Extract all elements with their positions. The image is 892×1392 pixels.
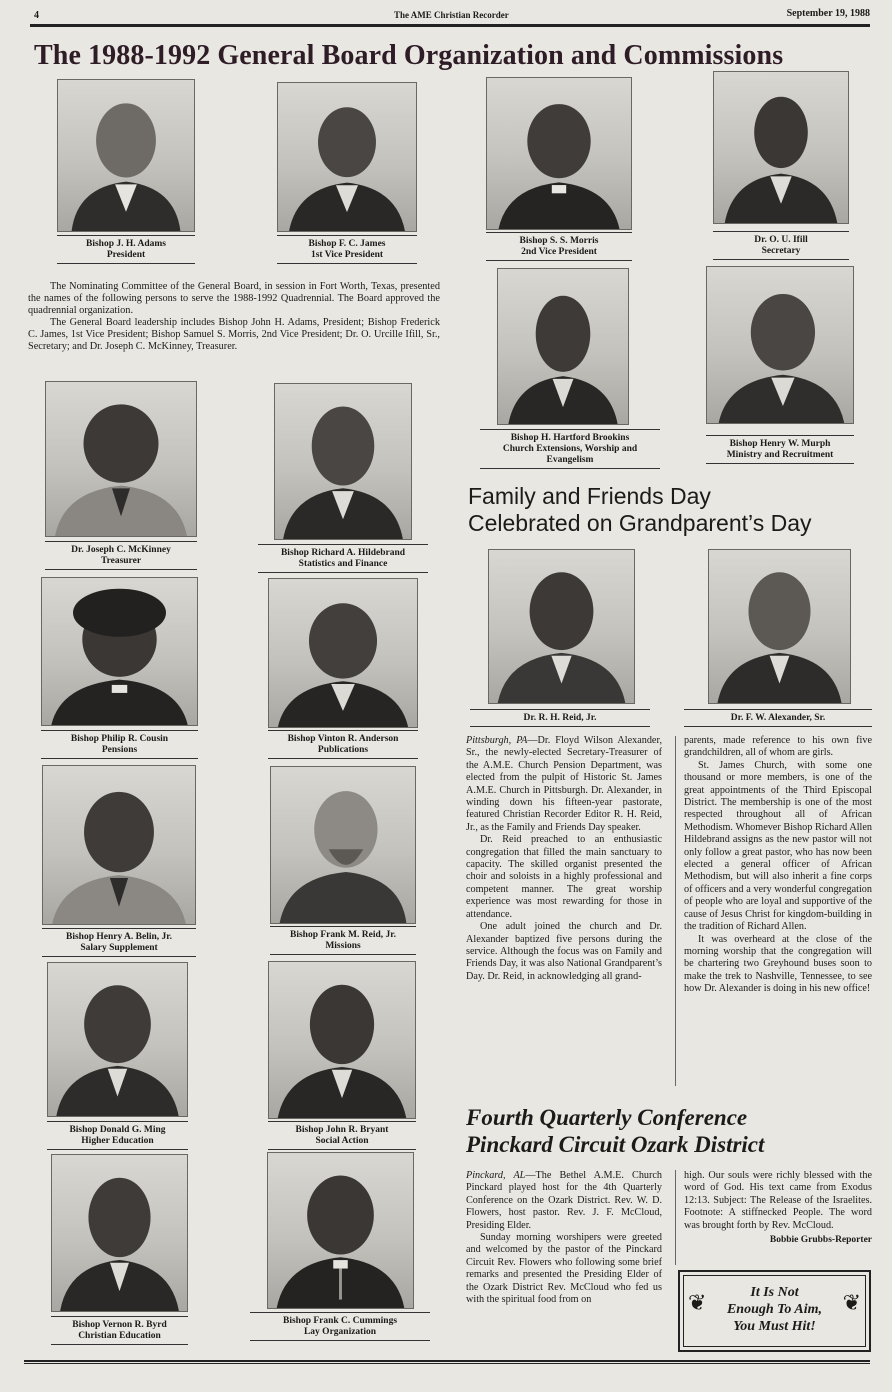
portrait-name: Bishop Frank M. Reid, Jr.: [289, 930, 396, 940]
quote-box: [678, 1270, 871, 1352]
portrait-name: Bishop Donald G. Ming: [69, 1125, 166, 1135]
portrait-photo: [57, 79, 195, 232]
portrait-photo: [42, 765, 196, 925]
portrait-name: Dr. R. H. Reid, Jr.: [523, 713, 597, 723]
family-article-col1: [466, 735, 662, 983]
portrait-name: Bishop S. S. Morris: [519, 236, 599, 246]
intro-paragraphs: [28, 281, 440, 353]
issue-date: September 19, 1988: [786, 8, 870, 19]
portrait-caption: [270, 926, 416, 955]
column-divider: [675, 1170, 676, 1265]
fourth-quarterly-title-line1: Fourth Quarterly Conference: [466, 1105, 748, 1130]
portrait-photo: [51, 1154, 188, 1312]
portrait-role: Pensions: [101, 745, 138, 755]
portrait-photo: [708, 549, 851, 704]
portrait-name: Bishop Vinton R. Anderson: [287, 734, 399, 744]
portrait-role: Salary Supplement: [80, 943, 158, 953]
portrait-photo: [268, 578, 418, 728]
portrait-caption: [277, 235, 417, 264]
family-paragraph: It was overheard at the close of the morning worship that the congregation will be chartering two Greyhound buses soon to make the trek to Nashville, Tennessee, to see how Dr. Alexander is doing in his new office!: [684, 933, 872, 995]
portrait-photo: [45, 381, 197, 537]
portrait-role: Social Action: [315, 1136, 369, 1146]
page-headline: The 1988-1992 General Board Organization and Commissions: [34, 40, 784, 71]
publication-name: The AME Christian Recorder: [394, 10, 509, 20]
fourth-quarterly-col2: [684, 1170, 872, 1246]
column-divider: [675, 736, 676, 1086]
portrait-role: Ministry and Recruitment: [726, 450, 834, 460]
portrait-name: Bishop Frank C. Cummings: [282, 1316, 398, 1326]
portrait-role: Missions: [325, 941, 361, 951]
header-rule: [30, 24, 870, 27]
portrait-caption: [480, 429, 660, 469]
portrait-role: Higher Education: [81, 1136, 154, 1146]
portrait-photo: [713, 71, 849, 224]
page-number: 4: [34, 10, 39, 21]
portrait-name: Dr. Joseph C. McKinney: [71, 545, 171, 555]
fourth-quarterly-title-line2: Pinckard Circuit Ozark District: [466, 1132, 765, 1157]
portrait-caption: [250, 1312, 430, 1341]
quote-line: It Is Not: [750, 1285, 799, 1300]
family-paragraph: One adult joined the church and Dr. Alexander baptized five persons during the service. Although the focus was on Family and Friends Day, it was also National Grandparent’s Day. Dr. Reid, in acknowledging all grand-: [466, 921, 662, 982]
ornament-icon: ❦: [688, 1290, 707, 1315]
family-paragraph: parents, made reference to his own five grandchildren, all of whom are girls.: [684, 735, 872, 759]
portrait-role: Statistics and Finance: [298, 559, 388, 569]
portrait-name: Dr. F. W. Alexander, Sr.: [730, 713, 826, 723]
portrait-photo: [268, 961, 416, 1119]
portrait-name: Bishop Henry A. Belin, Jr.: [65, 932, 173, 942]
fourth-quarterly-paragraph: —The Bethel A.M.E. Church Pinckard played host for the 4th Quarterly Conference on the Ozark District. Rev. W. D. Flowers, host pastor. Rev. J. F. McCloud, Presiding Elder.: [466, 1170, 663, 1231]
intro-paragraph: The Nominating Committee of the General Board, in session in Fort Worth, Texas, presented the names of the following persons to serve the 1988-1992 Quadrennial. The Board approved the quadrennial organization.: [28, 281, 440, 316]
portrait-role: 2nd Vice President: [521, 247, 597, 257]
footer-rule: [24, 1360, 870, 1364]
portrait-role: 1st Vice President: [310, 250, 384, 260]
portrait-caption: [42, 928, 196, 957]
portrait-role: Christian Education: [78, 1331, 161, 1341]
portrait-photo: [41, 577, 198, 726]
quote-line: You Must Hit!: [733, 1319, 816, 1334]
reporter-byline: Bobbie Grubbs-Reporter: [769, 1235, 872, 1246]
portrait-caption: [470, 709, 650, 727]
portrait-photo: [706, 266, 854, 424]
portrait-name: Bishop Vernon R. Byrd: [72, 1320, 167, 1330]
family-dateline: Pittsburgh, PA: [466, 735, 528, 746]
quote-box-inner: [683, 1275, 866, 1347]
family-article-col2: [684, 735, 872, 996]
portrait-role: Lay Organization: [303, 1327, 377, 1337]
portrait-name: Bishop Henry W. Murph: [729, 439, 831, 449]
family-title-line2: Celebrated on Grandparent’s Day: [468, 510, 812, 536]
portrait-name: Dr. O. U. Ifill: [754, 235, 808, 245]
portrait-photo: [267, 1152, 414, 1309]
fourth-quarterly-title: [466, 1104, 876, 1158]
portrait-name: Bishop J. H. Adams: [86, 239, 166, 249]
portrait-caption: [713, 231, 849, 260]
portrait-role: Publications: [317, 745, 369, 755]
intro-paragraph: The General Board leadership includes Bishop John H. Adams, President; Bishop Frederick C. James, 1st Vice President; Bishop Samuel S. Morris, 2nd Vice President; Dr. O. Urcille Ifill, Sr., Secretary; and Dr. Joseph C. McKinney, Treasurer.: [28, 317, 440, 352]
portrait-photo: [486, 77, 632, 230]
portrait-photo: [497, 268, 629, 425]
family-article-title: [468, 483, 878, 537]
portrait-name: Bishop Philip R. Cousin: [70, 734, 169, 744]
family-paragraph: St. James Church, with some one thousand or more members, is one of the great appointments of the Third Episcopal District. The membership is one of the most respected throughout all of African Methodism. Whomever Bishop Richard Allen Hildebrand assigns as the new pastor will not only follow a great pastor, who has now been elected a general officer of African Methodism, but will also inherit a fine corps of officers and a very wonderful congregation of people who are loyal and supportive of the cause of Jesus Christ for kingdom-building in the tradition of Richard Allen.: [684, 759, 872, 933]
ornament-icon: ❦: [842, 1290, 861, 1315]
portrait-role: Treasurer: [100, 556, 142, 566]
fourth-quarterly-col1: [466, 1170, 662, 1306]
portrait-name: Bishop Richard A. Hildebrand: [280, 548, 406, 558]
portrait-photo: [488, 549, 635, 704]
family-paragraph: Dr. Reid preached to an enthusiastic congregation that filled the main sanctuary to capacity. The skilled organist presented the choir and soloists in a highly professional and competent manner. The great worship experience was most rewarding for those in attendance.: [466, 834, 662, 920]
portrait-role: Secretary: [761, 246, 801, 256]
portrait-caption: [268, 1121, 416, 1150]
portrait-caption: [486, 232, 632, 261]
portrait-photo: [277, 82, 417, 232]
portrait-caption: [258, 544, 428, 573]
portrait-caption: [268, 730, 418, 759]
portrait-caption: [706, 435, 854, 464]
quote-line: Enough To Aim,: [726, 1302, 823, 1317]
portrait-caption: [51, 1316, 188, 1345]
portrait-role: Church Extensions, Worship and Evangelism: [502, 444, 638, 465]
portrait-caption: [57, 235, 195, 264]
portrait-photo: [47, 962, 188, 1117]
portrait-photo: [274, 383, 412, 540]
portrait-caption: [41, 730, 198, 759]
page-header: [30, 10, 870, 24]
quote-text: [712, 1284, 837, 1335]
family-title-line1: Family and Friends Day: [468, 483, 711, 509]
portrait-caption: [684, 709, 872, 727]
portrait-caption: [45, 541, 197, 570]
portrait-name: Bishop F. C. James: [308, 239, 386, 249]
portrait-photo: [270, 766, 416, 924]
fourth-quarterly-dateline: Pinckard, AL: [466, 1170, 526, 1181]
portrait-name: Bishop H. Hartford Brookins: [510, 433, 630, 443]
portrait-name: Bishop John R. Bryant: [295, 1125, 389, 1135]
family-paragraph: —Dr. Floyd Wilson Alexander, Sr., the newly-elected Secretary-Treasurer of the A.M.E. Church Pension Department, was elected from the pulpit of Historic St. James A.M.E. Church in Pittsburgh. Dr. Alexander, in winding down his fifteen-year pastorate, featured Christian Recorder Editor R. H. Reid, Jr., as the Family and Friends Day speaker.: [466, 735, 662, 833]
fourth-quarterly-paragraph: Sunday morning worshipers were greeted and welcomed by the pastor of the Pinckard Circuit Rev. Flowers who following some brief remarks and presented the Presiding Elder of the Ozark District Rev. McCloud who fed us with the spiritual food from on: [466, 1232, 662, 1306]
portrait-role: President: [106, 250, 146, 260]
fourth-quarterly-paragraph: high. Our souls were richly blessed with the word of God. His text came from Exodus 12:13. Subject: The Release of the Israelites. Footnote: A stiffnecked People. The word was brought forth by Rev. McCloud.: [684, 1170, 872, 1231]
portrait-caption: [47, 1121, 188, 1150]
